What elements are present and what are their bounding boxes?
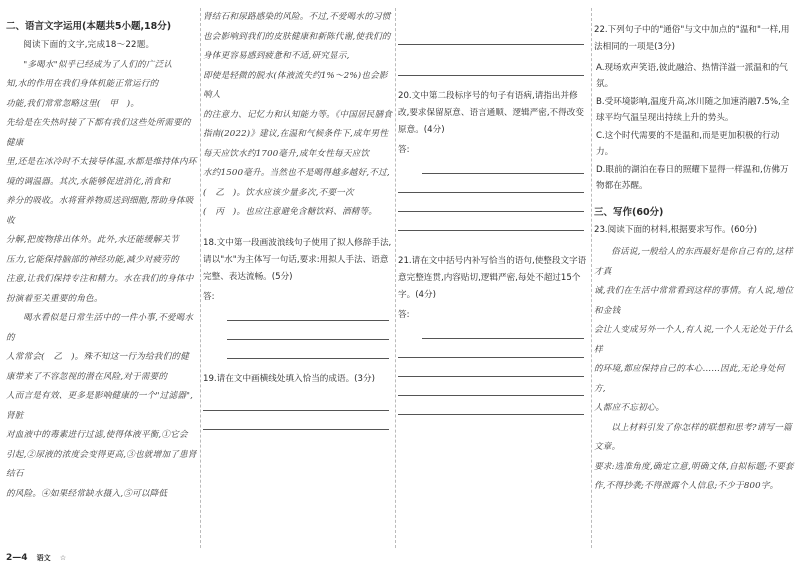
option-c[interactable]: C.这个时代需要的不是温和,而是更加积极的行动力。 [596, 131, 780, 157]
text-line: ( 乙 )。饮水应该少量多次,不要一次 [203, 187, 354, 198]
answer-line[interactable] [422, 320, 584, 339]
answer-line[interactable] [398, 26, 584, 45]
text-line: 先给是在失热时接了下都有我们这些处所需要的健康 [6, 118, 191, 148]
answer-label-20: 答: [398, 145, 410, 155]
text-line: 以上材料引发了你怎样的联想和思考?请写一篇文章。 [594, 422, 792, 452]
question-20: 20.文中第二段标序号的句子有语病,请指出并修改,要求保留原意、语言通顺、逻辑严密,不得改变原意。(4分) [398, 91, 584, 135]
text-line: 人都应不忘初心。 [594, 403, 665, 413]
answer-line[interactable] [398, 396, 584, 415]
answer-line[interactable] [422, 155, 584, 174]
writing-prompt [594, 419, 794, 497]
text-line: 扮演着至关重要的角色。 [6, 293, 103, 304]
page-footer [6, 553, 66, 563]
passage-para-2 [6, 309, 198, 504]
answer-line[interactable] [398, 57, 584, 76]
answer-line[interactable] [227, 321, 389, 340]
text-line: 喝水看似是日常生活中的一件小事,不爱喝水的 [6, 313, 194, 343]
question-18: 18.文中第一段画波浪线句子使用了拟人修辞手法,请以"水"为主体写一句话,要求:用拟人手法、语意完整、表达流畅。(5分) [203, 237, 392, 282]
answer-line[interactable] [203, 392, 389, 411]
column-divider-3 [591, 8, 592, 548]
text-line: 会让人变成另外一个人,有人说,一个人无论处于什么样 [594, 325, 794, 355]
passage-continued [203, 8, 393, 223]
text-line: 功能,我们常常忽略这里( 甲 )。 [6, 98, 140, 109]
column-2 [203, 8, 393, 430]
column-divider-2 [395, 8, 396, 548]
text-line: 养分的吸收。水将营养物质送到细胞,帮助身体吸收 [6, 196, 194, 226]
text-line: 要求:选准角度,确定立意,明确文体,自拟标题;不要套作,不得抄袭;不得泄露个人信息;不少于800字。 [594, 461, 794, 491]
option-d[interactable]: D.眼前的湖泊在春日的照耀下显得一样温和,仿佛万物都在苏醒。 [596, 165, 789, 191]
column-4 [594, 8, 794, 497]
text-line: 俗话说,一般给人的东西最好是你自己有的,这样才真 [594, 247, 793, 277]
answer-line[interactable] [203, 411, 389, 430]
column-3 [398, 8, 588, 415]
text-line: 肾结石和尿路感染的风险。不过,不爱喝水的习惯 [203, 12, 391, 22]
column-divider-1 [200, 8, 201, 548]
question-21: 21.请在文中括号内补写恰当的语句,使整段文字语意完整连贯,内容贴切,逻辑严密,每处不超过15个字。(4分) [398, 256, 587, 300]
subject-label: 语文 [36, 554, 51, 562]
text-line: 的风险。④如果经常缺水摄入,⑤可以降低 [6, 488, 168, 499]
answer-line[interactable] [398, 358, 584, 377]
writing-section-title: 三、写作(60分) [594, 207, 664, 218]
question-19: 19.请在文中画横线处填入恰当的成语。(3分) [203, 373, 375, 384]
passage-para-1 [6, 56, 198, 310]
text-line: "多喝水"似乎已经成为了人们的广泛认 [23, 59, 173, 70]
text-line: 对血液中的毒素进行过滤,使得体液平衡,①它会 [6, 430, 188, 440]
text-line: 每天应饮水约1700毫升,成年女性每天应饮 [203, 148, 370, 159]
text-line: 压力,它能保持脑部的神经功能,减少对疲劳的 [6, 254, 179, 265]
text-line: 身体更容易感到疲惫和不适,研究显示, [203, 51, 350, 61]
text-line: 的注意力、记忆力和认知能力等。《中国居民膳食 [203, 109, 393, 120]
text-line: 康带来了不容忽视的潜在风险,对于需要的 [6, 371, 168, 382]
answer-label-21: 答: [398, 310, 410, 320]
text-line: 注意,让我们保持专注和精力。水在我们的身体中 [6, 274, 194, 284]
column-1 [6, 8, 198, 504]
instruction: 阅读下面的文字,完成18～22题。 [23, 40, 155, 50]
question-22: 22.下列句子中的"通俗"与文中加点的"温和"一样,用法相同的一项是(3分) [594, 25, 790, 52]
text-line: 指南(2022)》建议,在温和气候条件下,成年男性 [203, 129, 389, 139]
section-title: 二、语言文字运用(本题共5小题,18分) [6, 21, 172, 32]
writing-material [594, 243, 794, 419]
text-line: ( 丙 )。也应注意避免含糖饮料、酒精等。 [203, 207, 378, 217]
text-line: 人常常会( 乙 )。殊不知这一行为给我们的健 [6, 352, 189, 362]
text-line: 引起,②尿液的浓度会变得更高,③也就增加了患肾结石 [6, 449, 197, 479]
answer-line[interactable] [398, 193, 584, 212]
question-23: 23.阅读下面的材料,根据要求写作。(60分) [594, 225, 757, 235]
option-a[interactable]: A.现场欢声笑语,彼此融洽、热情洋溢一派温和的气氛。 [596, 63, 788, 89]
text-line: 人而言是有效、更多是影响健康的一个"过滤器",肾脏 [6, 391, 194, 421]
option-b[interactable]: B.受环境影响,温度升高,冰川随之加速消融7.5%,全球平均气温呈现出持续上升的势头。 [596, 97, 790, 123]
answer-line[interactable] [227, 340, 389, 359]
answer-line[interactable] [398, 339, 584, 358]
answer-line[interactable] [398, 174, 584, 193]
text-line: 分解,把废物排出体外。此外,水还能缓解关节 [6, 235, 179, 245]
text-line: 即使是轻微的脱水(体液流失约1%～2%)也会影响人 [203, 70, 388, 100]
footer-mark: ☆ [59, 554, 67, 562]
text-line: 里,还是在冰冷时不太接导体温,水都是维持体内环 [6, 157, 197, 167]
answer-label-18: 答: [203, 291, 215, 302]
text-line: 诚,我们在生活中常常看到这样的事情。有人说,地位和金钱 [594, 286, 794, 316]
answer-line[interactable] [398, 212, 584, 231]
text-line: 水约1500毫升。当然也不是喝得越多越好,不过, [203, 168, 390, 178]
answer-line[interactable] [398, 377, 584, 396]
text-line: 境的调温器。其次,水能够促进消化,消食和 [6, 176, 171, 187]
text-line: 也会影响到我们的皮肤健康和新陈代谢,使我们的 [203, 31, 391, 42]
page-number: 2—4 [6, 553, 28, 563]
text-line: 知,水的作用在我们身体机能正常运行的 [6, 79, 159, 89]
answer-line[interactable] [227, 302, 389, 321]
text-line: 的环境,都应保持自己的本心……因此,无论身处何方, [594, 364, 785, 394]
